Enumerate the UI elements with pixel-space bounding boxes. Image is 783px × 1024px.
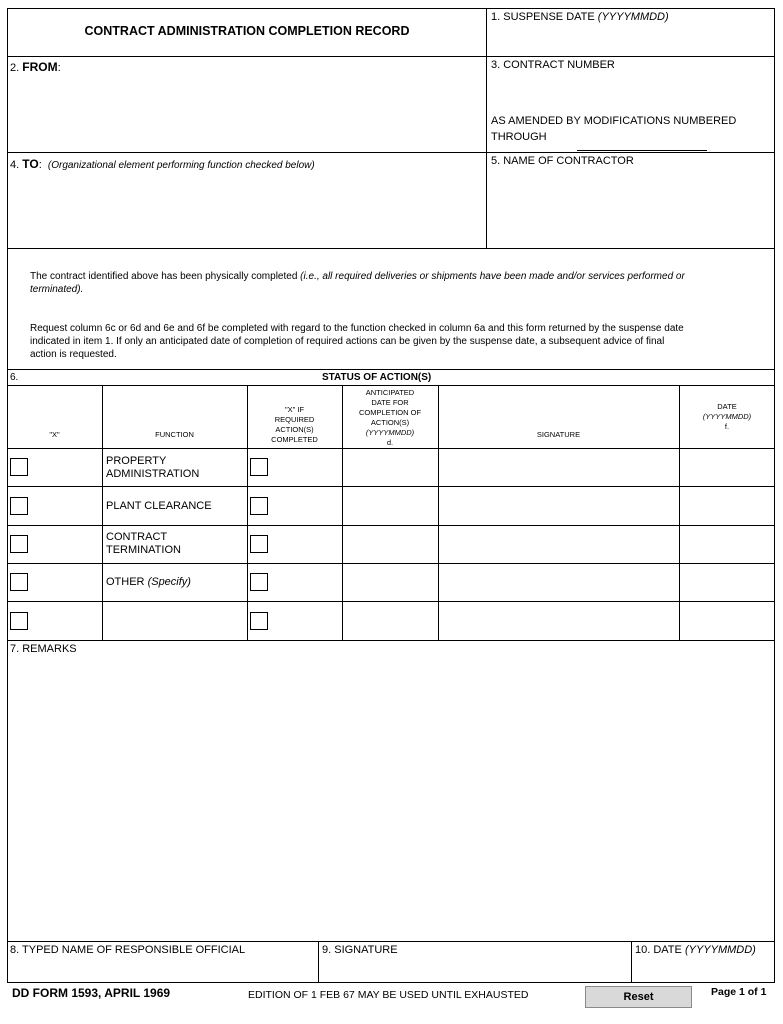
row2-date-field[interactable] bbox=[681, 488, 773, 522]
completion-statement: The contract identified above has been physically completed (i.e., all required deliveries or shipments have been made and/or services performed or terminated). bbox=[30, 271, 685, 295]
rule bbox=[7, 152, 775, 153]
col-header-x: "X" bbox=[49, 430, 60, 439]
rule bbox=[7, 525, 775, 526]
row5-x-checkbox[interactable] bbox=[10, 612, 28, 630]
row3-function: CONTRACT TERMINATION bbox=[106, 531, 181, 556]
row4-signature-field[interactable] bbox=[440, 565, 677, 599]
row3-completed-checkbox[interactable] bbox=[250, 535, 268, 553]
row1-anticipated-date-field[interactable] bbox=[344, 450, 436, 484]
col-divider bbox=[631, 941, 632, 983]
rule bbox=[7, 486, 775, 487]
row3-date-field[interactable] bbox=[681, 527, 773, 561]
form-title: CONTRACT ADMINISTRATION COMPLETION RECORD bbox=[84, 24, 410, 38]
signature-label: 9. SIGNATURE bbox=[322, 944, 398, 956]
row2-signature-field[interactable] bbox=[440, 488, 677, 522]
row4-anticipated-date-field[interactable] bbox=[344, 565, 436, 599]
rule bbox=[7, 369, 775, 370]
col-header-anticipated: ANTICIPATED DATE FOR COMPLETION OF ACTION(S) (YYYYMMDD) d. bbox=[358, 388, 422, 447]
remarks-field[interactable] bbox=[10, 658, 772, 938]
from-label: 2. FROM: bbox=[10, 60, 61, 74]
header-divider bbox=[486, 8, 487, 248]
row5-anticipated-date-field[interactable] bbox=[344, 603, 436, 638]
row4-x-checkbox[interactable] bbox=[10, 573, 28, 591]
rule bbox=[7, 248, 775, 249]
row3-anticipated-date-field[interactable] bbox=[344, 527, 436, 561]
through-label: THROUGH bbox=[491, 131, 547, 143]
row4-function: OTHER (Specify) bbox=[106, 576, 191, 588]
rule bbox=[7, 56, 775, 57]
rule bbox=[7, 448, 775, 449]
amended-label: AS AMENDED BY MODIFICATIONS NUMBERED bbox=[491, 115, 737, 127]
responsible-official-label: 8. TYPED NAME OF RESPONSIBLE OFFICIAL bbox=[10, 944, 246, 956]
reset-button[interactable]: Reset bbox=[585, 986, 692, 1008]
row2-function: PLANT CLEARANCE bbox=[106, 500, 212, 512]
responsible-official-field[interactable] bbox=[10, 958, 314, 981]
col-header-date: DATE (YYYYMMDD) f. bbox=[702, 402, 752, 431]
row5-completed-checkbox[interactable] bbox=[250, 612, 268, 630]
contractor-name-label: 5. NAME OF CONTRACTOR bbox=[491, 155, 634, 167]
rule bbox=[7, 563, 775, 564]
row5-function-field[interactable] bbox=[104, 603, 245, 638]
remarks-label: 7. REMARKS bbox=[10, 643, 77, 655]
row1-completed-checkbox[interactable] bbox=[250, 458, 268, 476]
request-statement: Request column 6c or 6d and 6e and 6f be completed with regard to the function checked in column 6a and this form returned by the suspense date indicated in item 1. If only an anticipated date of completion of required actions can be given by the suspense date, a subsequent advice of final action is requested. bbox=[30, 323, 684, 360]
col-header-completed: "X" IF REQUIRED ACTION(S) COMPLETED bbox=[271, 405, 318, 444]
contractor-name-field[interactable] bbox=[490, 172, 770, 244]
rule bbox=[7, 385, 775, 386]
row5-date-field[interactable] bbox=[681, 603, 773, 638]
from-field[interactable] bbox=[10, 76, 480, 148]
edition-note: EDITION OF 1 FEB 67 MAY BE USED UNTIL EXHAUSTED bbox=[248, 989, 529, 1001]
section6-number: 6. bbox=[10, 372, 19, 383]
date-field[interactable] bbox=[635, 958, 771, 981]
rule bbox=[7, 941, 775, 942]
col-header-signature: SIGNATURE bbox=[536, 430, 581, 439]
to-field[interactable] bbox=[10, 174, 480, 244]
to-label: 4. TO: (Organizational element performing function checked below) bbox=[10, 157, 315, 171]
form-number: DD FORM 1593, APRIL 1969 bbox=[12, 986, 171, 1000]
rule bbox=[7, 640, 775, 641]
signature-field[interactable] bbox=[322, 958, 627, 981]
row3-x-checkbox[interactable] bbox=[10, 535, 28, 553]
suspense-date-label: 1. SUSPENSE DATE (YYYYMMDD) bbox=[491, 11, 669, 23]
section6-title: STATUS OF ACTION(S) bbox=[322, 372, 432, 383]
row1-date-field[interactable] bbox=[681, 450, 773, 484]
date-label: 10. DATE (YYYYMMDD) bbox=[635, 944, 756, 956]
rule bbox=[7, 601, 775, 602]
row4-date-field[interactable] bbox=[681, 565, 773, 599]
page-indicator: Page 1 of 1 bbox=[711, 986, 767, 998]
row2-anticipated-date-field[interactable] bbox=[344, 488, 436, 522]
contract-number-field[interactable] bbox=[490, 74, 770, 110]
col-divider bbox=[318, 941, 319, 983]
row5-signature-field[interactable] bbox=[440, 603, 677, 638]
col-header-function: FUNCTION bbox=[155, 430, 194, 439]
row4-completed-checkbox[interactable] bbox=[250, 573, 268, 591]
row2-x-checkbox[interactable] bbox=[10, 497, 28, 515]
row3-signature-field[interactable] bbox=[440, 527, 677, 561]
through-field-underline[interactable] bbox=[577, 150, 707, 151]
contract-number-label: 3. CONTRACT NUMBER bbox=[491, 59, 615, 71]
row1-signature-field[interactable] bbox=[440, 450, 677, 484]
row1-function: PROPERTY ADMINISTRATION bbox=[106, 455, 200, 480]
row1-x-checkbox[interactable] bbox=[10, 458, 28, 476]
row2-completed-checkbox[interactable] bbox=[250, 497, 268, 515]
